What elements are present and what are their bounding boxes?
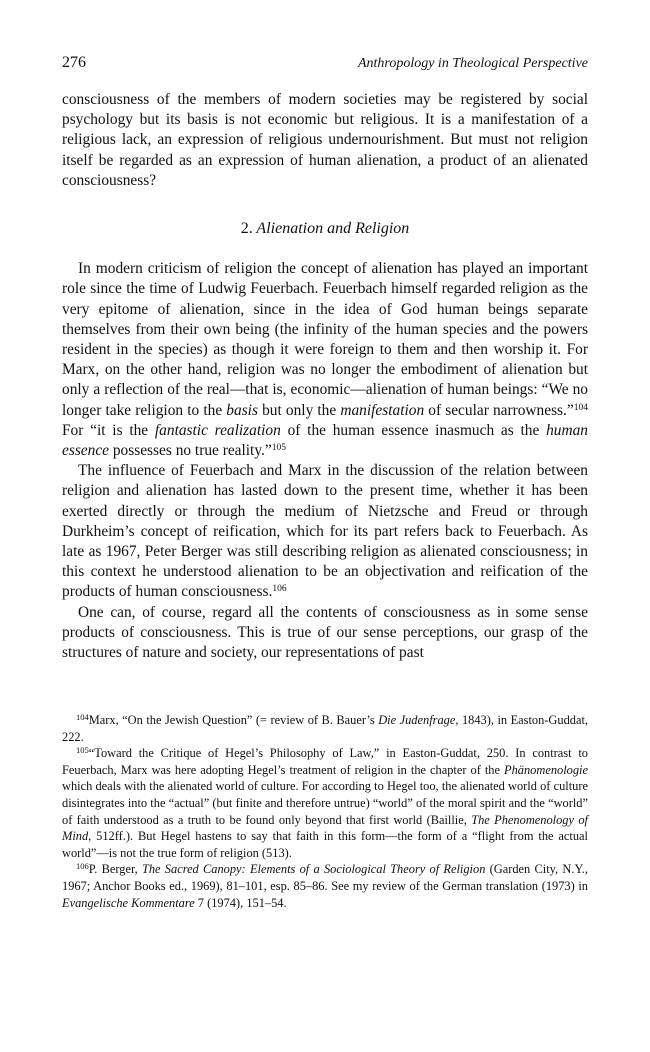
section-heading <box>62 219 588 239</box>
paragraph-contents-of-consciousness: One can, of course, regard all the contents of consciousness as in some sense products of consciousness. This is true of our sense perceptions, our grasp of the structures of nature and society, our representations of past <box>62 603 588 662</box>
paragraph-continued: consciousness of the members of modern societies may be registered by social psychology but its basis is not economic but religious. It is a manifestation of a religious lack, an expression of religious undernourishment. But must not religion itself be regarded as an expression of human alienation, a product of an alienated consciousness? <box>62 91 588 189</box>
text-run: “Toward the Critique of Hegel’s Philosophy of Law,” in Easton-Guddat, 250. In contrast to Feuerbach, Marx was here adopting Hegel’s treatment of religion in the chapter of the <box>62 746 588 777</box>
text-run: P. Berger, <box>88 862 142 877</box>
page-header <box>62 54 588 72</box>
text-run: Marx, “On the Jewish Question” (= review of B. Bauer’s <box>88 713 379 727</box>
section-number: 2. <box>240 220 253 238</box>
footnote-104 <box>62 712 588 745</box>
running-head: Anthropology in Theological Perspective <box>357 56 588 71</box>
text-run: of secular narrowness.” <box>424 401 574 419</box>
footnote-105 <box>62 745 588 861</box>
text-run: (Garden City, N.Y., 1967; Anchor Books ed., 1969), 81–101, esp. 85–86. See my review of the German translation (1973) in <box>62 862 588 893</box>
paragraph-influence <box>62 461 588 602</box>
book-title: The Sacred Canopy: Elements of a Sociological Theory of Religion <box>141 862 486 877</box>
text-run: but only the <box>257 401 341 419</box>
text-run: 1843), in Easton-Guddat, 222. <box>62 713 589 744</box>
emphasis-basis: basis <box>226 401 258 419</box>
text-run: which deals with the alienated world of culture. For according to Hegel too, the alienated world of culture disintegrates into the “actual” (but finite and therefore untrue) “world” of the moral spirit and the “world” of faith understood as a truth to be found only beyond that first world (Baillie, <box>62 779 588 827</box>
footnote-106 <box>62 861 588 911</box>
footnote-mark: 105 <box>76 745 89 756</box>
text-run: The influence of Feuerbach and Marx in the discussion of the relation between religion and alienation has lasted down to the present time, whether it has been exerted directly or through the medium of Nietzsche and Freud or through Durkheim’s concept of reification, which for its part refers back to Feuerbach. As late as 1967, Peter Berger was still describing religion as alienated consciousness; in this context he understood alienation to be an objectivation and reification of the products of human consciousness. <box>62 462 588 601</box>
text-run: possesses no true reality.” <box>109 442 272 460</box>
main-text <box>62 90 588 663</box>
paragraph-feuerbach-marx <box>62 259 588 461</box>
emphasis-fantastic-realization: fantastic realization <box>154 421 281 439</box>
footnote-ref-104: 104 <box>573 402 588 413</box>
page-number: 276 <box>62 54 86 71</box>
emphasis-human-essence: human essence <box>62 421 588 460</box>
book-title: Phänomenologie <box>504 762 588 777</box>
footnote-mark: 106 <box>76 861 89 872</box>
book-title: The Phenomenology of Mind, <box>62 812 588 844</box>
footnote-mark: 104 <box>76 712 89 722</box>
text-run: of the human essence inasmuch as the <box>280 421 547 439</box>
footnote-ref-106: 106 <box>272 584 287 595</box>
text-run: For “it is the <box>62 421 155 439</box>
text-run: 512ff.). But Hegel hastens to say that faith in this form—the form of a “flight from the actual world”—is not the true form of religion (513). <box>62 829 588 860</box>
footnote-ref-105: 105 <box>271 443 286 454</box>
journal-title: Evangelische Kommentare <box>62 895 195 910</box>
text-run: In modern criticism of religion the concept of alienation has played an important role since the time of Ludwig Feuerbach. Feuerbach himself regarded religion as the very epitome of alienation, since in the idea of God human beings separate themselves from their own being (the infinity of the human species and the powers resident in the species) as though it were foreign to them and then worship it. For Marx, on the other hand, religion was no longer the embodiment of alienation but only a reflection of the real—that is, economic—alienation of human beings: “We no longer take religion to the <box>62 260 588 419</box>
footnotes <box>62 712 588 911</box>
book-title: Die Judenfrage, <box>378 713 459 727</box>
emphasis-manifestation: manifestation <box>340 401 425 419</box>
section-title: Alienation and Religion <box>256 220 410 238</box>
text-run: 7 (1974), 151–54. <box>194 895 287 910</box>
